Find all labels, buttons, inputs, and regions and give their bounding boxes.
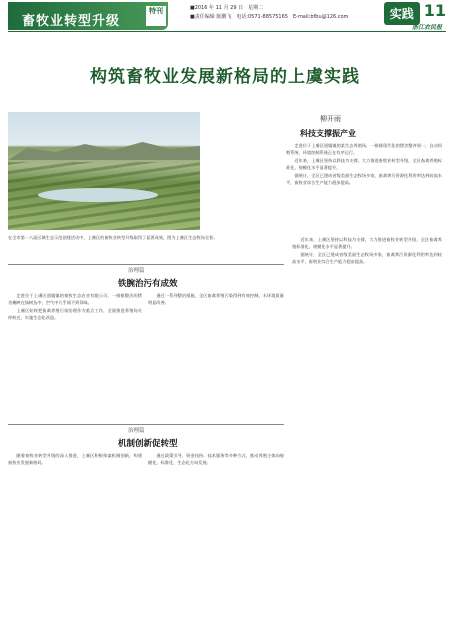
paragraph: 走进位于上虞区道墟镇的畜牧生态农业有限公司，一排排整洁的猪舍掩映在绿树丛中，空气中几乎闻不到异味。 [8, 293, 142, 305]
section-3-body-left [8, 452, 142, 636]
divider [8, 264, 284, 265]
paragraph: 随着畜牧业转型升级的深入推进，上虞区积极探索机制创新，构建畜牧业发展新格局。 [8, 453, 142, 465]
paragraph: 据统计，全区已建成省级美丽生态牧场多家，畜禽粪污资源化利用率达到较高水平，畜牧业综合生产能力稳步提高。 [292, 252, 442, 264]
column-tag: 特刊 [146, 6, 166, 26]
section-1-continued [292, 236, 442, 636]
column-title: 畜牧业转型升级 [22, 14, 121, 29]
page-headline: 构筑畜牧业发展新格局的上虞实践 [90, 67, 360, 87]
photo-pond [38, 188, 158, 202]
date-line: ■2016 年 11 月 29 日 星期二 [190, 5, 264, 11]
editor-line: ■责任编辑 陈鹏飞 电话:0571-88575165 E-mail:bfbu@126.com [190, 14, 349, 20]
issue-info [190, 4, 348, 22]
section-1-subhead: 科技支撑振产业 [300, 129, 356, 138]
paragraph: 上虞区始终把畜禽养殖污染治理作为重点工作，全面推进养殖场关停转迁，实施生态化改造。 [8, 308, 142, 320]
divider [8, 424, 284, 425]
section-2-kicker: 治理篇 [128, 268, 145, 274]
photo-caption: 在全市第一八届区域生态示范创建活动中，上虞区的畜牧业转型升级取得了显著成效，图为上虞区生态牧场全景。 [8, 235, 218, 240]
paper-name: 浙江农民报 [411, 24, 442, 31]
photo-hills [8, 140, 200, 160]
farm-photo [8, 112, 200, 230]
section-3-kicker: 治理篇 [128, 428, 145, 434]
paragraph: 走进位于上虞区道墟镇的某生态养殖场，一排排现代化的猪舍整齐划一，自动饲喂系统、环境控制系统正在有序运行。 [286, 143, 442, 155]
section-2-body-left [8, 292, 142, 420]
page-number: 11 [423, 1, 446, 20]
section-1-body [286, 142, 442, 232]
section-label: 实践 [384, 2, 420, 25]
paragraph: 近年来，上虞区坚持以科技为支撑，大力推进畜牧业转型升级，全区畜禽养殖标准化、规模化水平显著提升。 [292, 237, 442, 249]
masthead-rule [8, 31, 446, 32]
author-byline: 柳开雨 [320, 115, 341, 123]
paragraph: 据统计，全区已建成省级美丽生态牧场多家，畜禽粪污资源化利用率达到较高水平，畜牧业综合生产能力稳步提高。 [286, 173, 442, 185]
paragraph: 通过一系列整治措施，全区畜禽养殖污染得到有效控制，水环境质量明显改善。 [148, 293, 284, 305]
masthead [0, 0, 450, 30]
paragraph: 近年来，上虞区坚持以科技为支撑，大力推进畜牧业转型升级，全区畜禽养殖标准化、规模化水平显著提升。 [286, 158, 442, 170]
section-3-body-right [148, 452, 284, 636]
paragraph: 通过政策引导、资金扶持、技术服务等多种方式，推动养殖主体向规模化、标准化、生态化方向发展。 [148, 453, 284, 465]
column-banner [8, 2, 168, 30]
section-3-subhead: 机制创新促转型 [118, 439, 178, 449]
section-2-subhead: 铁腕治污有成效 [118, 279, 178, 289]
section-2-body-right [148, 292, 284, 420]
